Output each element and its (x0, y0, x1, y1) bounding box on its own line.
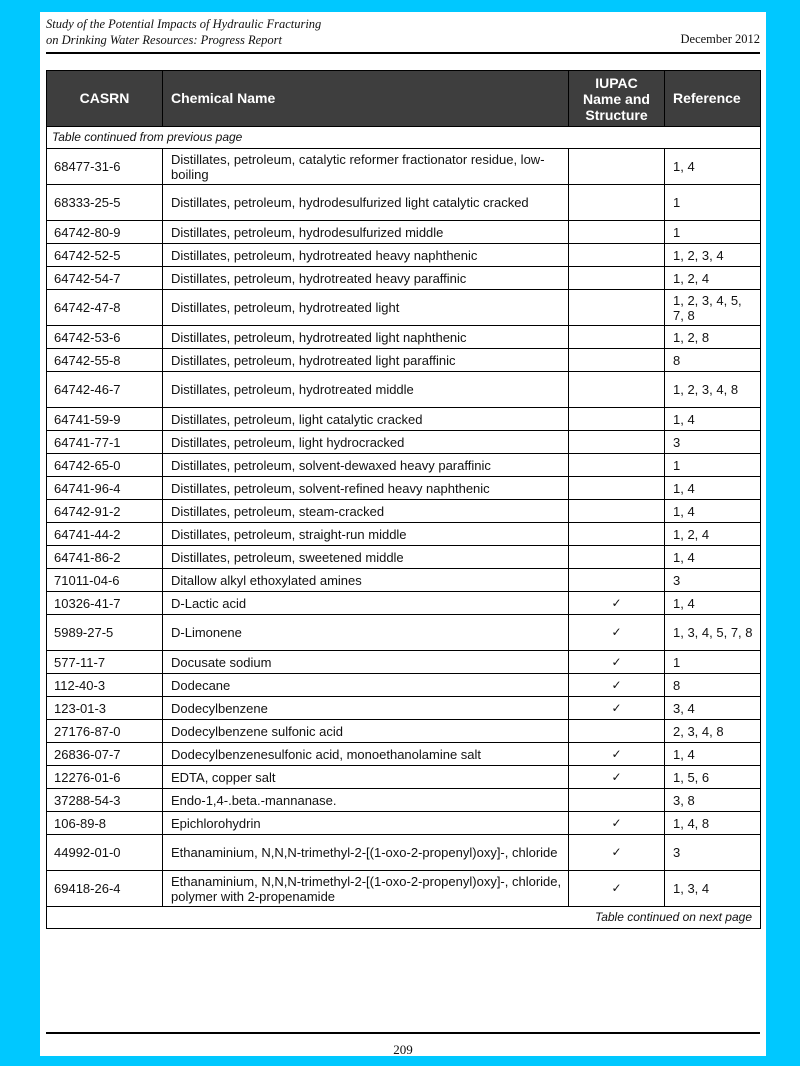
cell-casrn: 44992-01-0 (47, 835, 163, 871)
cell-casrn: 64742-53-6 (47, 326, 163, 349)
cell-reference: 1, 4 (665, 592, 761, 615)
cell-reference: 2, 3, 4, 8 (665, 720, 761, 743)
table-row (47, 372, 761, 408)
cell-chemical-name: EDTA, copper salt (163, 766, 569, 789)
cell-casrn: 27176-87-0 (47, 720, 163, 743)
table-row (47, 766, 761, 789)
table-row (47, 615, 761, 651)
cell-chemical-name: Distillates, petroleum, hydrotreated light naphthenic (163, 326, 569, 349)
cell-reference: 1 (665, 185, 761, 221)
cell-reference: 3, 8 (665, 789, 761, 812)
table-row (47, 149, 761, 185)
cell-casrn: 112-40-3 (47, 674, 163, 697)
cell-casrn: 64741-59-9 (47, 408, 163, 431)
cell-casrn: 64742-65-0 (47, 454, 163, 477)
table-row (47, 244, 761, 267)
table-row (47, 326, 761, 349)
continued-next-note: Table continued on next page (47, 907, 761, 929)
cell-casrn: 64742-80-9 (47, 221, 163, 244)
checkmark-icon: ✓ (569, 615, 665, 651)
cell-reference: 1, 4 (665, 149, 761, 185)
cell-iupac-empty (569, 546, 665, 569)
table-row (47, 523, 761, 546)
cell-chemical-name: Distillates, petroleum, hydrotreated heavy paraffinic (163, 267, 569, 290)
table-row (47, 267, 761, 290)
report-date: December 2012 (680, 32, 760, 46)
table-row (47, 789, 761, 812)
cell-chemical-name: Distillates, petroleum, hydrodesulfurized middle (163, 221, 569, 244)
cell-casrn: 64742-54-7 (47, 267, 163, 290)
cell-iupac-empty (569, 290, 665, 326)
cell-chemical-name: Distillates, petroleum, light hydrocracked (163, 431, 569, 454)
cell-chemical-name: D-Limonene (163, 615, 569, 651)
cell-chemical-name: Distillates, petroleum, hydrotreated heavy naphthenic (163, 244, 569, 267)
table-row (47, 290, 761, 326)
table-row (47, 431, 761, 454)
cell-iupac-empty (569, 149, 665, 185)
continued-from-row (47, 127, 761, 149)
cell-casrn: 64741-44-2 (47, 523, 163, 546)
cell-casrn: 69418-26-4 (47, 871, 163, 907)
cell-casrn: 5989-27-5 (47, 615, 163, 651)
cell-chemical-name: Distillates, petroleum, catalytic reformer fractionator residue, low-boiling (163, 149, 569, 185)
table-row (47, 871, 761, 907)
table-row (47, 349, 761, 372)
cell-chemical-name: Distillates, petroleum, hydrotreated middle (163, 372, 569, 408)
table-row (47, 697, 761, 720)
cell-reference: 8 (665, 674, 761, 697)
cell-casrn: 64742-52-5 (47, 244, 163, 267)
cell-chemical-name: Dodecylbenzenesulfonic acid, monoethanolamine salt (163, 743, 569, 766)
cell-chemical-name: Dodecane (163, 674, 569, 697)
cell-chemical-name: Distillates, petroleum, light catalytic cracked (163, 408, 569, 431)
document-page (40, 12, 766, 1056)
cell-casrn: 10326-41-7 (47, 592, 163, 615)
cell-reference: 1 (665, 651, 761, 674)
checkmark-icon: ✓ (569, 651, 665, 674)
cell-casrn: 68333-25-5 (47, 185, 163, 221)
cell-casrn: 64742-47-8 (47, 290, 163, 326)
cell-reference: 3 (665, 835, 761, 871)
table-row (47, 546, 761, 569)
cell-casrn: 123-01-3 (47, 697, 163, 720)
cell-iupac-empty (569, 326, 665, 349)
table-row (47, 720, 761, 743)
table-row (47, 221, 761, 244)
cell-chemical-name: Dodecylbenzene sulfonic acid (163, 720, 569, 743)
cell-chemical-name: Ditallow alkyl ethoxylated amines (163, 569, 569, 592)
cell-casrn: 71011-04-6 (47, 569, 163, 592)
cell-reference: 1, 2, 3, 4, 8 (665, 372, 761, 408)
cell-chemical-name: Distillates, petroleum, hydrodesulfurized light catalytic cracked (163, 185, 569, 221)
cell-chemical-name: D-Lactic acid (163, 592, 569, 615)
table-row (47, 592, 761, 615)
table-row (47, 500, 761, 523)
cell-reference: 1, 3, 4 (665, 871, 761, 907)
cell-chemical-name: Ethanaminium, N,N,N-trimethyl-2-[(1-oxo-2-propenyl)oxy]-, chloride (163, 835, 569, 871)
cell-iupac-empty (569, 185, 665, 221)
cell-chemical-name: Distillates, petroleum, hydrotreated light paraffinic (163, 349, 569, 372)
cell-reference: 1, 2, 4 (665, 267, 761, 290)
checkmark-icon: ✓ (569, 835, 665, 871)
column-header-reference: Reference (665, 71, 761, 127)
cell-iupac-empty (569, 720, 665, 743)
page-number: 209 (393, 1042, 413, 1057)
cell-chemical-name: Distillates, petroleum, steam-cracked (163, 500, 569, 523)
column-header-iupac (569, 71, 665, 127)
table-row (47, 812, 761, 835)
footer-rule (46, 1032, 760, 1034)
table-row (47, 651, 761, 674)
cell-chemical-name: Distillates, petroleum, straight-run middle (163, 523, 569, 546)
column-header-iupac-line3: Structure (585, 106, 648, 123)
cell-reference: 1 (665, 221, 761, 244)
cell-reference: 1, 4 (665, 546, 761, 569)
column-header-chemical-name: Chemical Name (163, 71, 569, 127)
cell-casrn: 37288-54-3 (47, 789, 163, 812)
cell-chemical-name: Distillates, petroleum, solvent-refined heavy naphthenic (163, 477, 569, 500)
cell-reference: 1, 2, 4 (665, 523, 761, 546)
table-row (47, 674, 761, 697)
cell-casrn: 26836-07-7 (47, 743, 163, 766)
cell-chemical-name: Endo-1,4-.beta.-mannanase. (163, 789, 569, 812)
cell-reference: 1, 4 (665, 743, 761, 766)
table-row (47, 477, 761, 500)
cell-iupac-empty (569, 523, 665, 546)
cell-casrn: 64742-55-8 (47, 349, 163, 372)
cell-casrn: 106-89-8 (47, 812, 163, 835)
cell-chemical-name: Distillates, petroleum, sweetened middle (163, 546, 569, 569)
cell-iupac-empty (569, 349, 665, 372)
cell-iupac-empty (569, 431, 665, 454)
cell-casrn: 64742-46-7 (47, 372, 163, 408)
cell-iupac-empty (569, 789, 665, 812)
cell-reference: 1, 4 (665, 500, 761, 523)
checkmark-icon: ✓ (569, 871, 665, 907)
cell-chemical-name: Distillates, petroleum, solvent-dewaxed heavy paraffinic (163, 454, 569, 477)
checkmark-icon: ✓ (569, 697, 665, 720)
cell-casrn: 64741-86-2 (47, 546, 163, 569)
cell-chemical-name: Dodecylbenzene (163, 697, 569, 720)
checkmark-icon: ✓ (569, 674, 665, 697)
table-row (47, 408, 761, 431)
table-row (47, 454, 761, 477)
cell-casrn: 64742-91-2 (47, 500, 163, 523)
cell-reference: 1, 2, 8 (665, 326, 761, 349)
table-row (47, 743, 761, 766)
cell-reference: 3 (665, 431, 761, 454)
report-title-line1: Study of the Potential Impacts of Hydraulic Fracturing (46, 17, 322, 31)
cell-reference: 1, 2, 3, 4 (665, 244, 761, 267)
table-row (47, 835, 761, 871)
cell-reference: 1 (665, 454, 761, 477)
chemical-table (46, 70, 761, 929)
report-title-line2: on Drinking Water Resources: Progress Report (46, 33, 282, 47)
cell-casrn: 64741-96-4 (47, 477, 163, 500)
table-header-row (47, 71, 761, 127)
column-header-iupac-line1: IUPAC (595, 74, 638, 91)
cell-iupac-empty (569, 372, 665, 408)
cell-iupac-empty (569, 221, 665, 244)
cell-chemical-name: Distillates, petroleum, hydrotreated light (163, 290, 569, 326)
checkmark-icon: ✓ (569, 812, 665, 835)
header-rule (46, 52, 760, 54)
cell-reference: 1, 3, 4, 5, 7, 8 (665, 615, 761, 651)
cell-casrn: 68477-31-6 (47, 149, 163, 185)
cell-iupac-empty (569, 500, 665, 523)
continued-from-note: Table continued from previous page (47, 127, 761, 149)
cell-iupac-empty (569, 408, 665, 431)
cell-casrn: 64741-77-1 (47, 431, 163, 454)
cell-chemical-name: Epichlorohydrin (163, 812, 569, 835)
cell-reference: 1, 4 (665, 477, 761, 500)
cell-iupac-empty (569, 244, 665, 267)
checkmark-icon: ✓ (569, 592, 665, 615)
cell-reference: 8 (665, 349, 761, 372)
cell-chemical-name: Ethanaminium, N,N,N-trimethyl-2-[(1-oxo-2-propenyl)oxy]-, chloride, polymer with 2-propenamide (163, 871, 569, 907)
cell-reference: 1, 5, 6 (665, 766, 761, 789)
cell-iupac-empty (569, 267, 665, 290)
cell-reference: 1, 4, 8 (665, 812, 761, 835)
column-header-iupac-line2: Name and (583, 90, 650, 107)
table-body (47, 149, 761, 907)
cell-reference: 1, 2, 3, 4, 5, 7, 8 (665, 290, 761, 326)
table-row (47, 569, 761, 592)
cell-iupac-empty (569, 477, 665, 500)
cell-reference: 1, 4 (665, 408, 761, 431)
column-header-casrn: CASRN (47, 71, 163, 127)
cell-iupac-empty (569, 569, 665, 592)
report-title (46, 16, 321, 48)
cell-reference: 3, 4 (665, 697, 761, 720)
cell-casrn: 12276-01-6 (47, 766, 163, 789)
checkmark-icon: ✓ (569, 743, 665, 766)
cell-iupac-empty (569, 454, 665, 477)
cell-casrn: 577-11-7 (47, 651, 163, 674)
cell-chemical-name: Docusate sodium (163, 651, 569, 674)
checkmark-icon: ✓ (569, 766, 665, 789)
cell-reference: 3 (665, 569, 761, 592)
continued-next-row (47, 907, 761, 929)
table-row (47, 185, 761, 221)
